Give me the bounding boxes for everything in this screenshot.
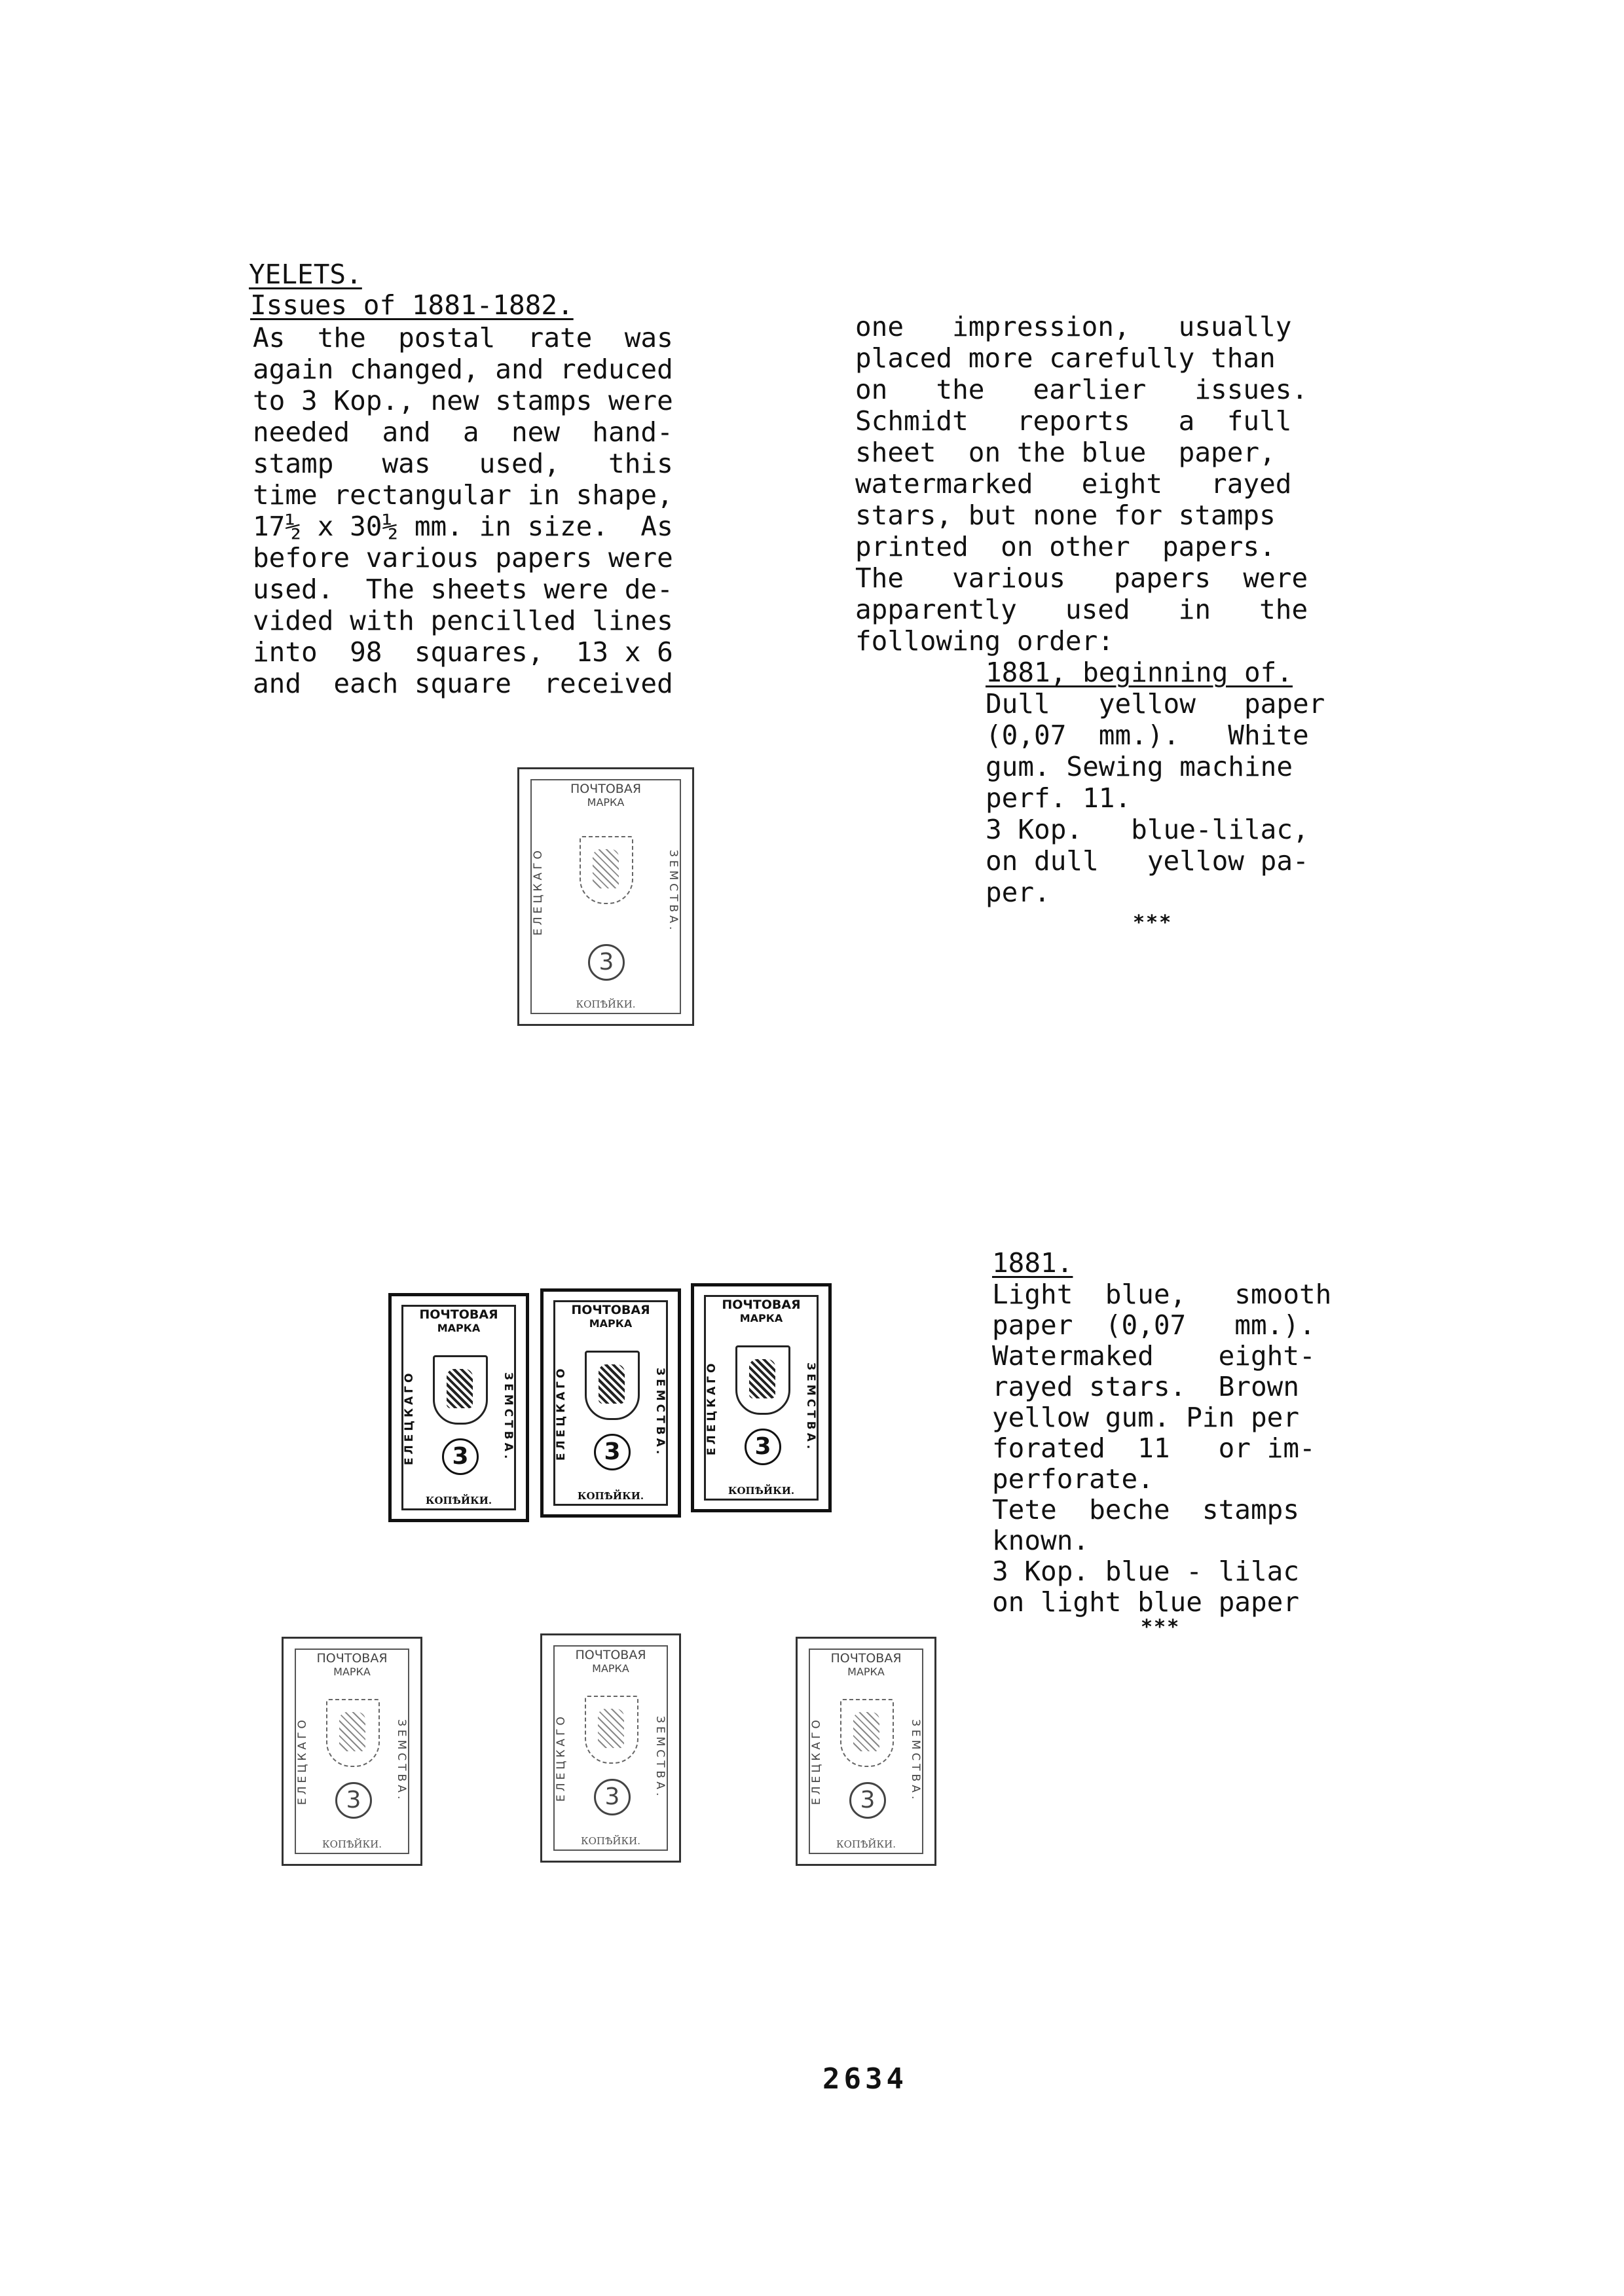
stamp-value: 3: [442, 1438, 479, 1475]
section-line: Light blue, smooth: [992, 1279, 1332, 1310]
stamp-image: [540, 1633, 681, 1863]
stamp-subheader: МАРКА: [437, 1322, 481, 1334]
stamp-subheader: МАРКА: [587, 796, 625, 809]
stamp-right-text: ЗЕМСТВА.: [654, 1368, 667, 1458]
stamp-header: ПОЧТОВАЯ: [316, 1651, 388, 1666]
stamp-right-text: ЗЕМСТВА.: [667, 850, 680, 934]
section-line: forated 11 or im-: [992, 1432, 1316, 1464]
section-line: rayed stars. Brown: [992, 1371, 1299, 1402]
stamp-value: 3: [594, 1779, 631, 1815]
right-paragraph-line: stars, but none for stamps: [855, 500, 1276, 531]
left-paragraph-line: to 3 Kop., new stamps were: [253, 385, 673, 416]
coat-of-arms-icon: [433, 1355, 488, 1425]
right-paragraph-line: following order:: [855, 625, 1114, 657]
stamp-left-text: ЕЛЕЦКАГО: [296, 1717, 309, 1806]
coat-of-arms-icon: [580, 836, 633, 904]
stamp-image: [282, 1637, 422, 1866]
section-line: gum. Sewing machine: [986, 751, 1293, 782]
animal-icon: [447, 1369, 473, 1408]
section-line: Dull yellow paper: [986, 688, 1325, 720]
coat-of-arms-icon: [840, 1699, 894, 1767]
page-number: 2634: [822, 2062, 908, 2096]
stamp-right-text: ЗЕМСТВА.: [502, 1372, 515, 1463]
left-paragraph-line: and each square received: [253, 668, 673, 699]
animal-icon: [599, 1364, 625, 1404]
stamp-header: ПОЧТОВАЯ: [419, 1307, 498, 1322]
stamp-right-text: ЗЕМСТВА.: [909, 1719, 922, 1803]
section-heading: 1881.: [992, 1247, 1073, 1279]
stamp-header: ПОЧТОВАЯ: [570, 782, 642, 796]
section-line: per.: [986, 877, 1050, 908]
stamp-subheader: МАРКА: [592, 1662, 629, 1675]
left-paragraph-line: into 98 squares, 13 x 6: [253, 636, 673, 668]
stamp-image: [388, 1293, 529, 1522]
section-line: paper (0,07 mm.).: [992, 1309, 1316, 1341]
right-paragraph-line: on the earlier issues.: [855, 374, 1308, 405]
section-line: Watermaked eight-: [992, 1340, 1316, 1372]
left-paragraph-line: stamp was used, this: [253, 448, 673, 479]
section-separator-stars: ***: [1141, 1616, 1181, 1639]
animal-icon: [339, 1712, 365, 1751]
left-paragraph-line: vided with pencilled lines: [253, 605, 673, 636]
section-line: Tete beche stamps: [992, 1494, 1299, 1525]
title: YELETS.: [249, 259, 362, 290]
right-paragraph-line: The various papers were: [855, 562, 1308, 594]
section-line: (0,07 mm.). White: [986, 720, 1309, 751]
stamp-left-text: ЕЛЕЦКАГО: [555, 1365, 568, 1461]
right-paragraph-line: sheet on the blue paper,: [855, 437, 1276, 468]
stamp-value: 3: [335, 1782, 372, 1819]
section-separator-stars: ***: [1133, 911, 1173, 934]
stamp-header: ПОЧТОВАЯ: [575, 1648, 646, 1662]
animal-icon: [853, 1712, 879, 1751]
stamp-value: 3: [745, 1429, 781, 1465]
stamp-header: ПОЧТОВАЯ: [571, 1303, 650, 1317]
left-paragraph-line: As the postal rate was: [253, 322, 673, 354]
right-paragraph-line: one impression, usually: [855, 311, 1292, 342]
stamp-value: 3: [588, 944, 625, 981]
right-paragraph-line: apparently used in the: [855, 594, 1308, 625]
left-paragraph-line: again changed, and reduced: [253, 354, 673, 385]
stamp-footer: КОПѢЙКИ.: [728, 1485, 795, 1497]
section-line: on light blue paper: [992, 1586, 1299, 1618]
stamp-image: [691, 1283, 832, 1512]
animal-icon: [598, 1709, 624, 1748]
stamp-left-text: ЕЛЕЦКАГО: [810, 1717, 823, 1806]
stamp-left-text: ЕЛЕЦКАГО: [705, 1360, 718, 1455]
section-line: 3 Kop. blue - lilac: [992, 1556, 1299, 1587]
left-paragraph-line: time rectangular in shape,: [253, 479, 673, 511]
stamp-image: [540, 1288, 681, 1518]
stamp-footer: КОПѢЙКИ.: [581, 1835, 640, 1847]
animal-icon: [593, 849, 619, 888]
section-line: yellow gum. Pin per: [992, 1402, 1299, 1433]
stamp-left-text: ЕЛЕЦКАГО: [555, 1713, 568, 1802]
stamp-right-text: ЗЕМСТВА.: [395, 1719, 408, 1803]
left-paragraph-line: used. The sheets were de-: [253, 574, 673, 605]
stamp-subheader: МАРКА: [589, 1317, 633, 1330]
stamp-value: 3: [849, 1782, 886, 1819]
stamp-footer: КОПѢЙКИ.: [836, 1838, 896, 1850]
right-paragraph-line: printed on other papers.: [855, 531, 1276, 562]
stamp-value: 3: [594, 1434, 631, 1470]
stamp-header: ПОЧТОВАЯ: [830, 1651, 902, 1666]
stamp-footer: КОПѢЙКИ.: [577, 1490, 644, 1502]
stamp-header: ПОЧТОВАЯ: [722, 1298, 801, 1312]
stamp-footer: КОПѢЙКИ.: [425, 1495, 492, 1506]
stamp-left-text: ЕЛЕЦКАГО: [532, 847, 545, 936]
coat-of-arms-icon: [735, 1345, 790, 1415]
coat-of-arms-icon: [585, 1696, 638, 1764]
animal-icon: [749, 1359, 775, 1398]
stamp-image: [517, 767, 694, 1026]
right-paragraph-line: Schmidt reports a full: [855, 405, 1292, 437]
stamp-right-text: ЗЕМСТВА.: [804, 1362, 817, 1453]
coat-of-arms-icon: [585, 1351, 640, 1420]
right-paragraph-line: placed more carefully than: [855, 342, 1276, 374]
section-line: perforate.: [992, 1463, 1154, 1495]
section-line: perf. 11.: [986, 782, 1132, 814]
stamp-subheader: МАРКА: [739, 1312, 783, 1324]
section-heading: 1881, beginning of.: [986, 657, 1293, 688]
left-paragraph-line: 17½ x 30½ mm. in size. As: [253, 511, 673, 542]
right-paragraph-line: watermarked eight rayed: [855, 468, 1292, 500]
left-heading: Issues of 1881-1882.: [250, 289, 574, 321]
section-line: known.: [992, 1525, 1090, 1556]
stamp-subheader: МАРКА: [847, 1666, 885, 1678]
stamp-left-text: ЕЛЕЦКАГО: [403, 1370, 416, 1465]
section-line: 3 Kop. blue-lilac,: [986, 814, 1309, 845]
left-paragraph-line: before various papers were: [253, 542, 673, 574]
coat-of-arms-icon: [326, 1699, 380, 1767]
stamp-footer: КОПѢЙКИ.: [576, 998, 636, 1010]
left-paragraph-line: needed and a new hand-: [253, 416, 673, 448]
stamp-subheader: МАРКА: [333, 1666, 371, 1678]
stamp-right-text: ЗЕМСТВА.: [654, 1716, 667, 1800]
stamp-image: [796, 1637, 936, 1866]
section-line: on dull yellow pa-: [986, 845, 1309, 877]
stamp-footer: КОПѢЙКИ.: [322, 1838, 382, 1850]
